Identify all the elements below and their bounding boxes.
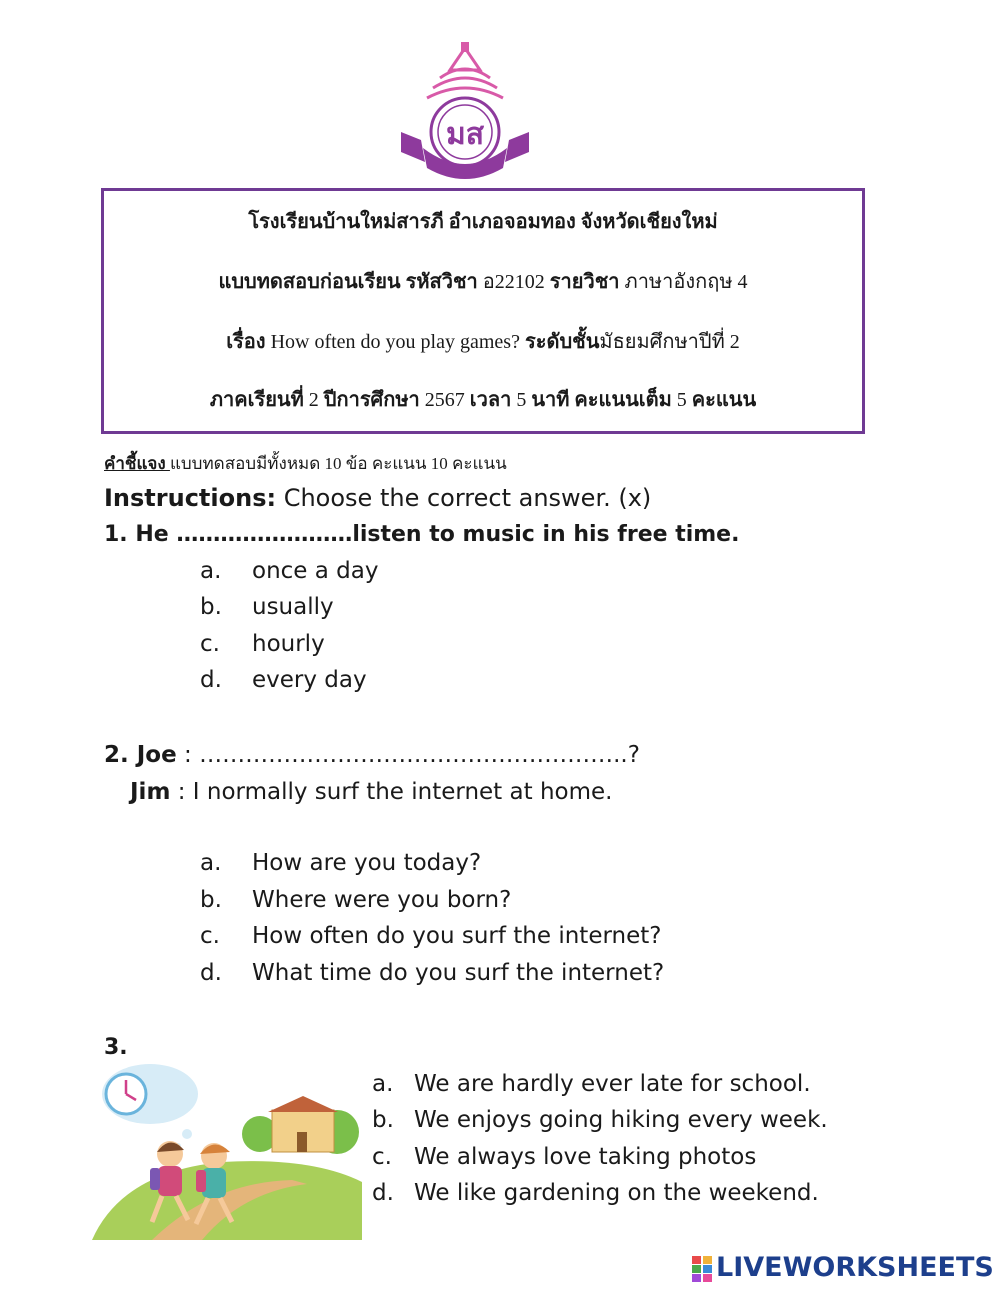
q2-option-c[interactable] (200, 923, 662, 949)
option-letter: c. (200, 631, 220, 657)
joe-text: : ………………………………………………..? (176, 742, 640, 768)
option-letter: b. (200, 887, 222, 913)
joe-label: 2. Joe (104, 742, 177, 768)
option-text: We like gardening on the weekend. (414, 1180, 819, 1206)
school-logo (395, 40, 535, 185)
option-letter: d. (200, 667, 222, 693)
directions-note (104, 450, 507, 477)
jim-label: Jim (130, 779, 171, 805)
option-text: every day (252, 667, 367, 693)
directions-text: แบบทดสอบมีทั้งหมด 10 ข้อ คะแนน 10 คะแนน (169, 454, 507, 473)
option-text: How are you today? (252, 850, 482, 876)
option-letter: c. (200, 923, 220, 949)
test-line (104, 265, 862, 297)
q2-option-d[interactable] (200, 960, 664, 986)
score-value: 5 (671, 389, 692, 411)
kids-walking-to-school-image (92, 1062, 362, 1240)
topic-line (104, 325, 862, 357)
question-1: 1. He ……………………listen to music in his free time. (104, 522, 740, 547)
option-letter: c. (372, 1144, 392, 1170)
subject-name: ภาษาอังกฤษ 4 (619, 271, 748, 293)
score-unit: คะแนน (691, 389, 757, 411)
header-box (101, 188, 865, 434)
directions-label: คำชี้แจง (104, 454, 170, 473)
q2-option-a[interactable] (200, 850, 481, 876)
topic-text: How often do you play games? (265, 331, 525, 353)
level-label: ระดับชั้น (524, 331, 600, 353)
jim-text: : I normally surf the internet at home. (170, 779, 613, 805)
q1-option-a[interactable] (200, 558, 378, 584)
subject-label: รายวิชา (549, 271, 620, 293)
time-label: เวลา (469, 389, 512, 411)
q3-option-d[interactable] (372, 1180, 819, 1206)
question-2-joe (104, 742, 640, 768)
term-value: 2 (303, 389, 324, 411)
option-letter: d. (200, 960, 222, 986)
option-letter: b. (200, 594, 222, 620)
option-letter: a. (372, 1071, 394, 1097)
term-label: ภาคเรียนที่ (209, 389, 304, 411)
question-3-number: 3. (104, 1035, 128, 1060)
topic-label: เรื่อง (226, 331, 266, 353)
year-label: ปีการศึกษา (323, 389, 420, 411)
option-text: What time do you surf the internet? (252, 960, 665, 986)
q2-option-b[interactable] (200, 887, 511, 913)
course-code: อ22102 (477, 271, 550, 293)
option-text: Where were you born? (252, 887, 512, 913)
instructions (104, 484, 651, 512)
option-text: hourly (252, 631, 325, 657)
option-text: We enjoys going hiking every week. (414, 1107, 828, 1133)
level-text: มัธยมศึกษาปีที่ 2 (599, 331, 740, 353)
school-name: โรงเรียนบ้านใหม่สารภี อำเภอจอมทอง จังหวัดเชียงใหม่ (248, 211, 718, 233)
q1-option-c[interactable] (200, 631, 325, 657)
year-value: 2567 (419, 389, 470, 411)
option-text: We always love taking photos (414, 1144, 757, 1170)
q1-option-d[interactable] (200, 667, 367, 693)
q3-option-b[interactable] (372, 1107, 828, 1133)
option-text: We are hardly ever late for school. (414, 1071, 811, 1097)
term-line (104, 383, 862, 415)
liveworksheets-brand[interactable]: LIVEWORKSHEETS (716, 1252, 994, 1283)
svg-text:มส: มส (445, 117, 485, 152)
q3-option-a[interactable] (372, 1071, 811, 1097)
question-2-jim (130, 779, 612, 805)
instructions-text: Choose the correct answer. (x) (276, 484, 652, 512)
school-line (104, 205, 862, 237)
q1-option-b[interactable] (200, 594, 334, 620)
option-letter: d. (372, 1180, 394, 1206)
option-letter: a. (200, 558, 222, 584)
test-label: แบบทดสอบก่อนเรียน รหัสวิชา (218, 271, 478, 293)
time-value: 5 (511, 389, 532, 411)
option-text: usually (252, 594, 334, 620)
option-letter: b. (372, 1107, 394, 1133)
option-letter: a. (200, 850, 222, 876)
instructions-label: Instructions: (104, 484, 277, 512)
liveworksheets-icon (692, 1256, 712, 1282)
option-text: once a day (252, 558, 379, 584)
option-text: How often do you surf the internet? (252, 923, 662, 949)
q3-option-c[interactable] (372, 1144, 756, 1170)
score-label: นาที คะแนนเต็ม (531, 389, 672, 411)
